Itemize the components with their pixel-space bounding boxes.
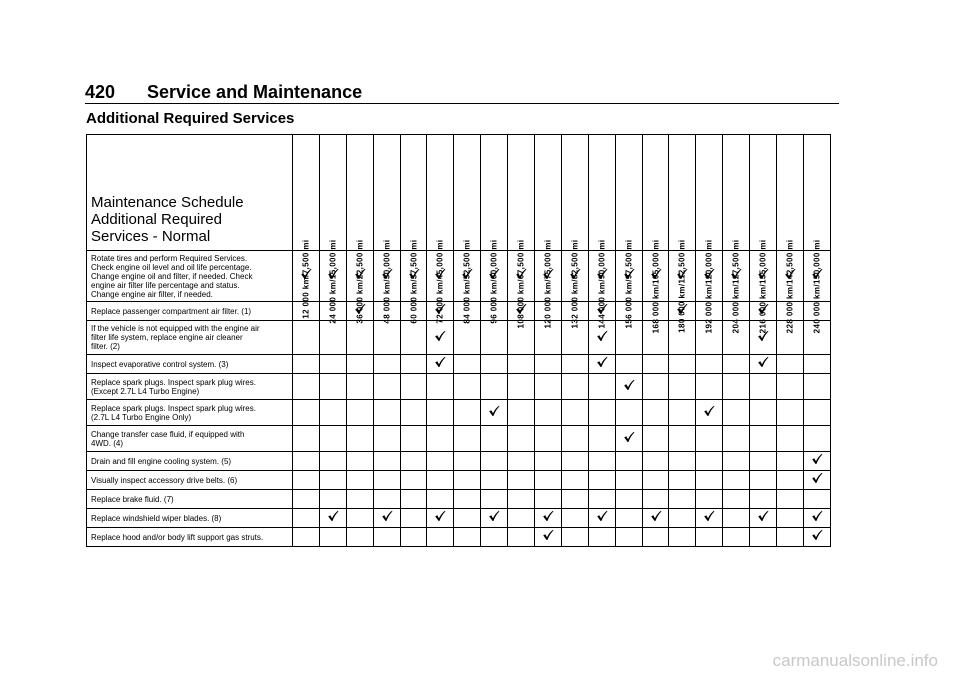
interval-cell <box>373 321 400 355</box>
interval-cell <box>293 528 320 547</box>
interval-cell <box>346 355 373 374</box>
interval-cell <box>319 471 346 490</box>
interval-cell <box>561 509 588 528</box>
checkmark-icon <box>542 510 554 522</box>
checkmark-icon <box>623 431 635 443</box>
interval-cell <box>723 374 750 400</box>
interval-cell <box>696 355 723 374</box>
checkmark-icon <box>381 510 393 522</box>
checkmark-icon <box>488 510 500 522</box>
interval-cell <box>803 471 830 490</box>
interval-cell <box>750 355 777 374</box>
interval-cell <box>319 355 346 374</box>
interval-cell <box>481 374 508 400</box>
interval-cell <box>400 452 427 471</box>
interval-cell <box>481 355 508 374</box>
interval-cell <box>346 452 373 471</box>
interval-cell <box>696 426 723 452</box>
interval-header <box>346 135 373 324</box>
table-row <box>87 374 831 400</box>
interval-cell <box>669 400 696 426</box>
interval-cell <box>454 355 481 374</box>
interval-cell <box>373 509 400 528</box>
interval-cell <box>481 426 508 452</box>
interval-cell <box>723 355 750 374</box>
interval-cell <box>427 490 454 509</box>
checkmark-icon <box>596 510 608 522</box>
interval-cell <box>588 400 615 426</box>
interval-cell <box>508 374 535 400</box>
checkmark-icon <box>488 405 500 417</box>
table-row <box>87 509 831 528</box>
interval-cell <box>535 471 562 490</box>
interval-cell <box>696 452 723 471</box>
interval-label-text: 120 000 km/75,000 mi <box>543 239 553 329</box>
interval-cell <box>669 509 696 528</box>
interval-cell <box>427 400 454 426</box>
interval-cell <box>803 490 830 509</box>
interval-cell <box>696 400 723 426</box>
interval-cell <box>750 426 777 452</box>
interval-cell <box>588 452 615 471</box>
interval-header <box>293 135 320 319</box>
interval-cell <box>588 528 615 547</box>
service-description: Replace brake fluid. (7) <box>87 490 293 509</box>
interval-cell <box>400 509 427 528</box>
service-description: Replace spark plugs. Inspect spark plug wires. (Except 2.7L L4 Turbo Engine) <box>87 374 293 400</box>
interval-cell <box>346 509 373 528</box>
interval-header <box>319 135 346 324</box>
interval-label-text: 72 000 km/45,000 mi <box>435 239 445 324</box>
interval-cell <box>723 471 750 490</box>
checkmark-icon <box>596 356 608 368</box>
section-title: Additional Required Services <box>86 110 295 127</box>
table-row <box>87 355 831 374</box>
checkmark-icon <box>327 510 339 522</box>
interval-label-text: 132 000 km/82,500 mi <box>570 239 580 329</box>
header-divider <box>85 103 839 104</box>
interval-header <box>615 135 642 329</box>
interval-cell <box>346 471 373 490</box>
interval-header <box>777 135 804 334</box>
interval-label-text: 144 000 km/90,000 mi <box>597 239 607 329</box>
interval-cell <box>535 374 562 400</box>
interval-cell <box>400 374 427 400</box>
interval-cell <box>481 490 508 509</box>
interval-cell <box>561 355 588 374</box>
interval-cell <box>508 490 535 509</box>
interval-cell <box>615 528 642 547</box>
interval-cell <box>508 400 535 426</box>
interval-cell <box>615 374 642 400</box>
page-header <box>85 82 362 103</box>
interval-cell <box>777 509 804 528</box>
service-description: If the vehicle is not equipped with the engine air filter life system, replace engine air cleaner filter. (2) <box>87 321 293 355</box>
interval-cell <box>669 355 696 374</box>
checkmark-icon <box>811 453 823 465</box>
interval-cell <box>481 400 508 426</box>
interval-cell <box>615 509 642 528</box>
interval-header <box>373 135 400 324</box>
interval-cell <box>346 374 373 400</box>
interval-cell <box>588 426 615 452</box>
interval-label-text: 84 000 km/52,500 mi <box>462 239 472 324</box>
interval-header <box>535 135 562 329</box>
interval-cell <box>319 374 346 400</box>
interval-cell <box>777 374 804 400</box>
interval-cell <box>454 528 481 547</box>
interval-cell <box>373 400 400 426</box>
interval-cell <box>615 355 642 374</box>
interval-cell <box>642 355 669 374</box>
interval-cell <box>669 528 696 547</box>
interval-header <box>427 135 454 324</box>
interval-cell <box>508 509 535 528</box>
interval-cell <box>293 400 320 426</box>
interval-cell <box>723 490 750 509</box>
interval-cell <box>293 452 320 471</box>
interval-cell <box>723 426 750 452</box>
interval-cell <box>642 528 669 547</box>
checkmark-icon <box>703 405 715 417</box>
interval-cell <box>803 509 830 528</box>
interval-cell <box>346 400 373 426</box>
interval-label-text: 204 000 km/127,500 mi <box>731 239 741 334</box>
interval-cell <box>750 452 777 471</box>
checkmark-icon <box>434 356 446 368</box>
interval-cell <box>777 355 804 374</box>
interval-header <box>669 135 696 333</box>
interval-cell <box>535 528 562 547</box>
interval-cell <box>803 426 830 452</box>
checkmark-icon <box>811 472 823 484</box>
interval-label-text: 60 000 km/37,500 mi <box>409 239 418 324</box>
interval-cell <box>346 321 373 355</box>
interval-cell <box>723 452 750 471</box>
interval-cell <box>777 528 804 547</box>
interval-header <box>400 135 427 324</box>
interval-label-text: 12 000 km/7,500 mi <box>301 239 311 319</box>
interval-header <box>561 135 588 329</box>
interval-cell <box>427 452 454 471</box>
interval-cell <box>561 374 588 400</box>
interval-cell <box>561 528 588 547</box>
interval-label-text: 156 000 km/97,500 mi <box>624 239 634 329</box>
interval-header <box>481 135 508 324</box>
interval-cell <box>427 426 454 452</box>
interval-cell <box>427 374 454 400</box>
interval-header <box>588 135 615 329</box>
interval-cell <box>561 490 588 509</box>
interval-label-text: 108 000 km/67,500 mi <box>516 239 526 329</box>
interval-cell <box>454 452 481 471</box>
interval-cell <box>373 426 400 452</box>
interval-cell <box>535 490 562 509</box>
interval-header <box>508 135 535 329</box>
interval-cell <box>669 374 696 400</box>
interval-cell <box>588 490 615 509</box>
interval-cell <box>535 426 562 452</box>
interval-cell <box>400 400 427 426</box>
checkmark-icon <box>757 510 769 522</box>
interval-cell <box>293 490 320 509</box>
interval-cell <box>561 452 588 471</box>
interval-cell <box>750 471 777 490</box>
interval-cell <box>508 471 535 490</box>
interval-cell <box>293 355 320 374</box>
interval-cell <box>535 509 562 528</box>
interval-cell <box>588 374 615 400</box>
interval-label-text: 228 000 km/142,500 mi <box>785 239 795 334</box>
table-row <box>87 400 831 426</box>
table-row <box>87 528 831 547</box>
interval-cell <box>508 452 535 471</box>
interval-cell <box>454 490 481 509</box>
interval-cell <box>642 426 669 452</box>
interval-label-text: 96 000 km/60,000 mi <box>489 239 499 324</box>
interval-label-text: 36 000 km/22,500 mi <box>355 239 365 324</box>
interval-cell <box>803 400 830 426</box>
interval-cell <box>615 400 642 426</box>
checkmark-icon <box>650 510 662 522</box>
interval-cell <box>588 509 615 528</box>
interval-cell <box>454 374 481 400</box>
interval-cell <box>723 509 750 528</box>
table-row <box>87 471 831 490</box>
interval-cell <box>508 355 535 374</box>
interval-cell <box>293 426 320 452</box>
interval-cell <box>293 374 320 400</box>
checkmark-icon <box>542 529 554 541</box>
interval-cell <box>669 426 696 452</box>
interval-cell <box>750 490 777 509</box>
interval-cell <box>535 452 562 471</box>
interval-label-text: 24 000 km/15,000 mi <box>328 239 338 324</box>
interval-cell <box>535 355 562 374</box>
schedule-body <box>87 251 831 547</box>
interval-header <box>803 135 830 334</box>
schedule-title: Maintenance Schedule Additional Required Services - Normal <box>87 135 293 251</box>
service-description: Replace hood and/or body lift support gas struts. <box>87 528 293 547</box>
interval-cell <box>669 452 696 471</box>
interval-header <box>642 135 669 334</box>
service-description: Replace passenger compartment air filter. (1) <box>87 302 293 321</box>
interval-cell <box>561 400 588 426</box>
service-description: Visually inspect accessory drive belts. (6) <box>87 471 293 490</box>
interval-cell <box>454 509 481 528</box>
table-row <box>87 321 831 355</box>
interval-cell <box>346 490 373 509</box>
watermark: carmanualsonline.info <box>772 651 938 670</box>
interval-cell <box>454 471 481 490</box>
interval-header <box>750 135 777 334</box>
interval-cell <box>561 471 588 490</box>
interval-cell <box>400 355 427 374</box>
interval-cell <box>373 471 400 490</box>
interval-cell <box>588 355 615 374</box>
interval-cell <box>427 471 454 490</box>
interval-cell <box>481 471 508 490</box>
interval-cell <box>481 509 508 528</box>
checkmark-icon <box>811 510 823 522</box>
service-description: Drain and fill engine cooling system. (5) <box>87 452 293 471</box>
interval-cell <box>588 471 615 490</box>
interval-cell <box>642 400 669 426</box>
interval-cell <box>427 355 454 374</box>
interval-label-text: 216 000 km/135,000 mi <box>758 239 768 334</box>
interval-cell <box>427 528 454 547</box>
interval-cell <box>803 374 830 400</box>
interval-cell <box>642 490 669 509</box>
interval-cell <box>319 509 346 528</box>
interval-cell <box>400 471 427 490</box>
interval-cell <box>803 528 830 547</box>
interval-cell <box>454 321 481 355</box>
interval-header <box>723 135 750 334</box>
interval-cell <box>750 509 777 528</box>
interval-cell <box>319 528 346 547</box>
checkmark-icon <box>434 330 446 342</box>
interval-cell <box>642 509 669 528</box>
checkmark-icon <box>757 356 769 368</box>
interval-cell <box>373 374 400 400</box>
checkmark-icon <box>434 510 446 522</box>
interval-cell <box>696 528 723 547</box>
interval-cell <box>319 321 346 355</box>
interval-label-text: 48 000 km/30,000 mi <box>382 239 392 324</box>
interval-cell <box>615 426 642 452</box>
table-row <box>87 251 831 302</box>
interval-label-text: 192 000 km/120,000 mi <box>704 239 714 334</box>
interval-cell <box>454 400 481 426</box>
interval-cell <box>777 490 804 509</box>
checkmark-icon <box>623 379 635 391</box>
checkmark-icon <box>811 529 823 541</box>
interval-cell <box>400 426 427 452</box>
interval-cell <box>669 471 696 490</box>
interval-cell <box>481 528 508 547</box>
interval-cell <box>750 528 777 547</box>
service-description: Change transfer case fluid, if equipped with 4WD. (4) <box>87 426 293 452</box>
interval-cell <box>373 355 400 374</box>
page-number: 420 <box>85 82 116 102</box>
interval-cell <box>454 426 481 452</box>
schedule-header-row <box>87 135 831 251</box>
interval-header <box>696 135 723 334</box>
maintenance-schedule-table <box>86 134 831 547</box>
interval-cell <box>293 471 320 490</box>
table-row <box>87 490 831 509</box>
interval-cell <box>373 490 400 509</box>
interval-cell <box>777 426 804 452</box>
interval-cell <box>642 374 669 400</box>
table-row <box>87 302 831 321</box>
interval-label-text: 180 000 km/112,500 mi <box>677 239 687 333</box>
interval-cell <box>696 490 723 509</box>
interval-cell <box>319 490 346 509</box>
interval-cell <box>400 528 427 547</box>
interval-cell <box>319 426 346 452</box>
interval-cell <box>293 509 320 528</box>
interval-cell <box>696 374 723 400</box>
interval-cell <box>777 452 804 471</box>
interval-cell <box>346 528 373 547</box>
interval-cell <box>400 490 427 509</box>
interval-cell <box>696 509 723 528</box>
interval-cell <box>319 452 346 471</box>
interval-cell <box>561 426 588 452</box>
interval-cell <box>400 321 427 355</box>
interval-cell <box>481 321 508 355</box>
interval-cell <box>319 400 346 426</box>
interval-cell <box>669 490 696 509</box>
interval-cell <box>642 452 669 471</box>
interval-cell <box>803 452 830 471</box>
interval-cell <box>427 321 454 355</box>
interval-label-text: 168 000 km/105,000 mi <box>651 239 661 334</box>
interval-cell <box>615 471 642 490</box>
checkmark-icon <box>703 510 715 522</box>
interval-cell <box>750 374 777 400</box>
interval-cell <box>481 452 508 471</box>
page-title: Service and Maintenance <box>147 82 363 102</box>
interval-cell <box>508 426 535 452</box>
interval-cell <box>723 400 750 426</box>
interval-header <box>454 135 481 324</box>
interval-cell <box>615 452 642 471</box>
interval-cell <box>535 400 562 426</box>
checkmark-icon <box>596 330 608 342</box>
interval-cell <box>750 400 777 426</box>
service-description: Rotate tires and perform Required Services. Check engine oil level and oil life percentage. Change engine oil and filter, if needed. Check engine air filter life percentage and status. Change engine air filter, if needed. <box>87 251 293 302</box>
interval-cell <box>346 426 373 452</box>
service-description: Replace windshield wiper blades. (8) <box>87 509 293 528</box>
interval-cell <box>373 528 400 547</box>
interval-cell <box>615 490 642 509</box>
interval-cell <box>427 509 454 528</box>
interval-cell <box>803 355 830 374</box>
interval-cell <box>777 400 804 426</box>
interval-cell <box>373 452 400 471</box>
table-row <box>87 426 831 452</box>
interval-cell <box>777 471 804 490</box>
interval-cell <box>696 471 723 490</box>
interval-cell <box>293 321 320 355</box>
service-description: Replace spark plugs. Inspect spark plug wires. (2.7L L4 Turbo Engine Only) <box>87 400 293 426</box>
interval-cell <box>723 528 750 547</box>
interval-cell <box>508 528 535 547</box>
interval-cell <box>642 471 669 490</box>
service-description: Inspect evaporative control system. (3) <box>87 355 293 374</box>
table-row <box>87 452 831 471</box>
interval-label-text: 240 000 km/150,000 mi <box>812 239 822 334</box>
